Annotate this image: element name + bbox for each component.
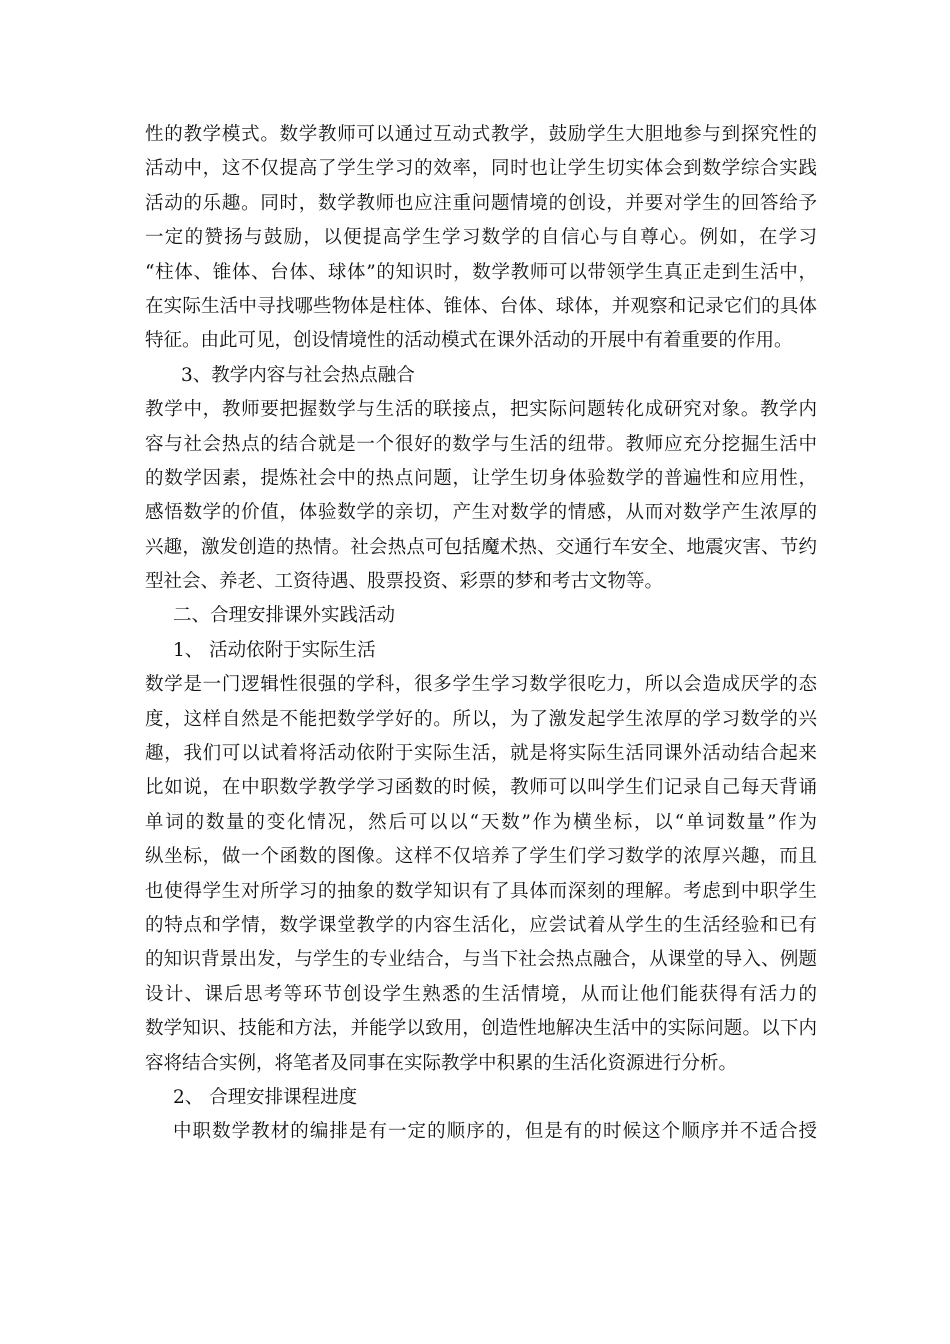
paragraph-line: 一定的赞扬与鼓励，以便提高学生学习数学的自信心与自尊心。例如，在学习	[145, 227, 817, 249]
section-heading: 3、教学内容与社会热点融合	[181, 364, 415, 386]
paragraph-line: 容将结合实例，将笔者及同事在实际教学中积累的生活化资源进行分析。	[145, 1052, 738, 1074]
paragraph-line: 数学是一门逻辑性很强的学科，很多学生学习数学很吃力，所以会造成厌学的态	[145, 674, 817, 696]
paragraph-line: 比如说，在中职数学教学学习函数的时候，教师可以叫学生们记录自己每天背诵	[145, 777, 817, 799]
section-heading: 1、 活动依附于实际生活	[173, 639, 376, 661]
paragraph-line: 单词的数量的变化情况，然后可以以“天数”作为横坐标，以“单词数量”作为	[145, 811, 817, 833]
paragraph-line: 教学中，教师要把握数学与生活的联接点，把实际问题转化成研究对象。教学内	[145, 399, 817, 421]
paragraph-line: 容与社会热点的结合就是一个很好的数学与生活的纽带。教师应充分挖掘生活中	[145, 433, 817, 455]
paragraph-line: 纵坐标，做一个函数的图像。这样不仅培养了学生们学习数学的浓厚兴趣，而且	[145, 846, 817, 868]
paragraph-line: 活动的乐趣。同时，数学教师也应注重问题情境的创设，并要对学生的回答给予	[145, 192, 817, 214]
paragraph-line: 的数学因素，提炼社会中的热点问题，让学生切身体验数学的普遍性和应用性，	[145, 467, 817, 489]
paragraph-line: 中职数学教材的编排是有一定的顺序的，但是有的时候这个顺序并不适合授	[173, 1121, 817, 1143]
paragraph-line: 感悟数学的价值，体验数学的亲切，产生对数学的情感，从而对数学产生浓厚的	[145, 502, 817, 524]
section-heading: 二、合理安排课外实践活动	[173, 605, 396, 627]
paragraph-line: 也使得学生对所学习的抽象的数学知识有了具体而深刻的理解。考虑到中职学生	[145, 880, 817, 902]
paragraph-line: 度，这样自然是不能把数学学好的。所以，为了激发起学生浓厚的学习数学的兴	[145, 708, 817, 730]
paragraph-line: 型社会、养老、工资待遇、股票投资、彩票的梦和考古文物等。	[145, 571, 664, 593]
document-page	[145, 118, 817, 1150]
paragraph-line: 的知识背景出发，与学生的专业结合，与当下社会热点融合，从课堂的导入、例题	[145, 949, 817, 971]
paragraph-line: 活动中，这不仅提高了学生学习的效率，同时也让学生切实体会到数学综合实践	[145, 158, 817, 180]
paragraph-line: 兴趣，激发创造的热情。社会热点可包括魔术热、交通行车安全、地震灾害、节约	[145, 536, 817, 558]
paragraph-line: 在实际生活中寻找哪些物体是柱体、锥体、台体、球体，并观察和记录它们的具体	[145, 295, 817, 317]
section-heading: 2、 合理安排课程进度	[173, 1086, 358, 1108]
paragraph-line: 特征。由此可见，创设情境性的活动模式在课外活动的开展中有着重要的作用。	[145, 330, 793, 352]
paragraph-line: “柱体、锥体、台体、球体”的知识时，数学教师可以带领学生真正走到生活中，	[145, 261, 817, 283]
paragraph-line: 性的教学模式。数学教师可以通过互动式教学，鼓励学生大胆地参与到探究性的	[145, 124, 817, 145]
paragraph-line: 趣，我们可以试着将活动依附于实际生活，就是将实际生活同课外活动结合起来	[145, 743, 817, 765]
paragraph-line: 设计、课后思考等环节创设学生熟悉的生活情境，从而让他们能获得有活力的	[145, 983, 817, 1005]
paragraph-line: 数学知识、技能和方法，并能学以致用，创造性地解决生活中的实际问题。以下内	[145, 1018, 817, 1040]
paragraph-line: 的特点和学情，数学课堂教学的内容生活化，应尝试着从学生的生活经验和已有	[145, 914, 817, 936]
